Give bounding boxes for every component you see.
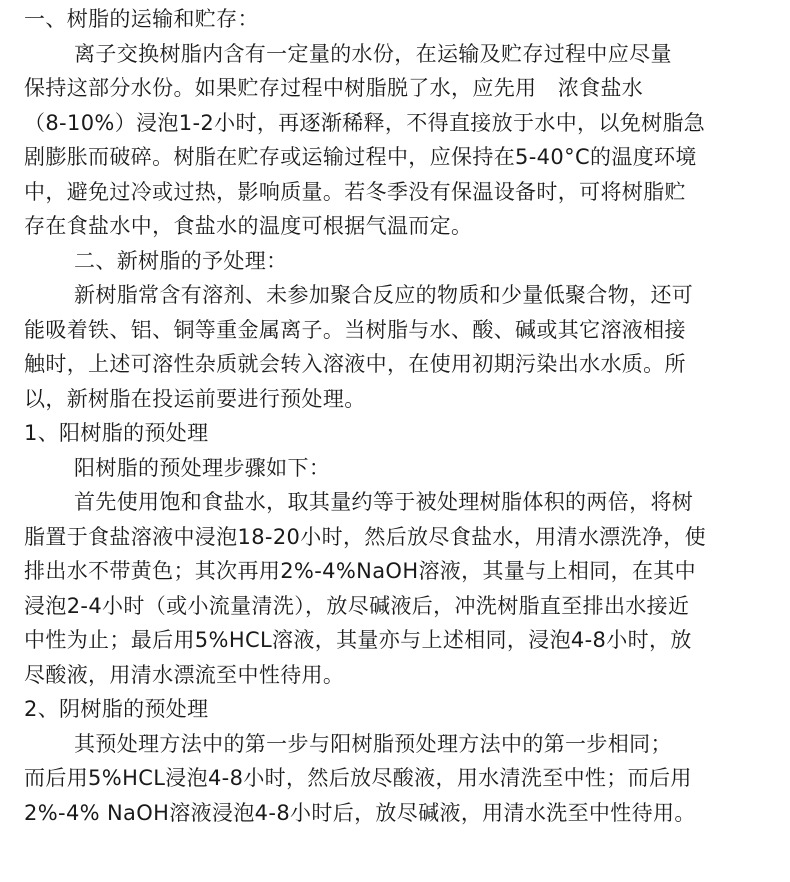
- paragraph-line: 存在食盐水中，食盐水的温度可根据气温而定。: [24, 214, 473, 238]
- paragraph-line: 触时，上述可溶性杂质就会转入溶液中，在使用初期污染出水水质。所: [24, 352, 686, 376]
- paragraph-line: 而后用5%HCL浸泡4-8小时，然后放尽酸液，用水清洗至中性；而后用: [24, 766, 692, 790]
- paragraph-line: 阳树脂的预处理步骤如下：: [74, 455, 331, 480]
- paragraph-line: 中性为止；最后用5%HCL溶液，其量亦与上述相同，浸泡4-8小时，放: [24, 628, 692, 652]
- paragraph-line: 保持这部分水份。如果贮存过程中树脂脱了水，应先用 浓食盐水: [24, 76, 644, 100]
- paragraph-line: 以，新树脂在投运前要进行预处理。: [24, 386, 366, 411]
- paragraph-line: 脂置于食盐溶液中浸泡18-20小时，然后放尽食盐水，用清水漂洗净，使: [24, 524, 706, 549]
- paragraph-line: 其预处理方法中的第一步与阳树脂预处理方法中的第一步相同；: [74, 731, 672, 756]
- paragraph-line: 浸泡2-4小时（或小流量清洗），放尽碱液后，冲洗树脂直至排出水接近: [24, 593, 690, 618]
- section-heading-pretreatment: 二、新树脂的予处理：: [74, 248, 288, 273]
- section-heading-storage: 一、树脂的运输和贮存：: [24, 7, 259, 31]
- section-heading-cation: 1、阳树脂的预处理: [24, 421, 209, 445]
- paragraph-line: 离子交换树脂内含有一定量的水份，在运输及贮存过程中应尽量: [74, 41, 672, 66]
- paragraph-line: 新树脂常含有溶剂、未参加聚合反应的物质和少量低聚合物，还可: [74, 283, 694, 307]
- paragraph-line: 中，避免过冷或过热，影响质量。若冬季没有保温设备时，可将树脂贮: [24, 179, 686, 204]
- section-heading-anion: 2、阴树脂的预处理: [24, 697, 209, 721]
- paragraph-line: 尽酸液，用清水漂流至中性待用。: [24, 662, 345, 687]
- paragraph-line: 剧膨胀而破碎。树脂在贮存或运输过程中，应保持在5-40°C的温度环境: [24, 145, 697, 169]
- paragraph-line: 2%-4% NaOH溶液浸泡4-8小时后，放尽碱液，用清水洗至中性待用。: [24, 800, 696, 825]
- paragraph-line: （8-10%）浸泡1-2小时，再逐渐稀释，不得直接放于水中，以免树脂急: [24, 110, 706, 135]
- paragraph-line: 首先使用饱和食盐水，取其量约等于被处理树脂体积的两倍，将树: [74, 490, 694, 514]
- paragraph-line: 排出水不带黄色；其次再用2%-4%NaOH溶液，其量与上相同，在其中: [24, 559, 697, 583]
- paragraph-line: 能吸着铁、铝、铜等重金属离子。当树脂与水、酸、碱或其它溶液相接: [24, 317, 686, 342]
